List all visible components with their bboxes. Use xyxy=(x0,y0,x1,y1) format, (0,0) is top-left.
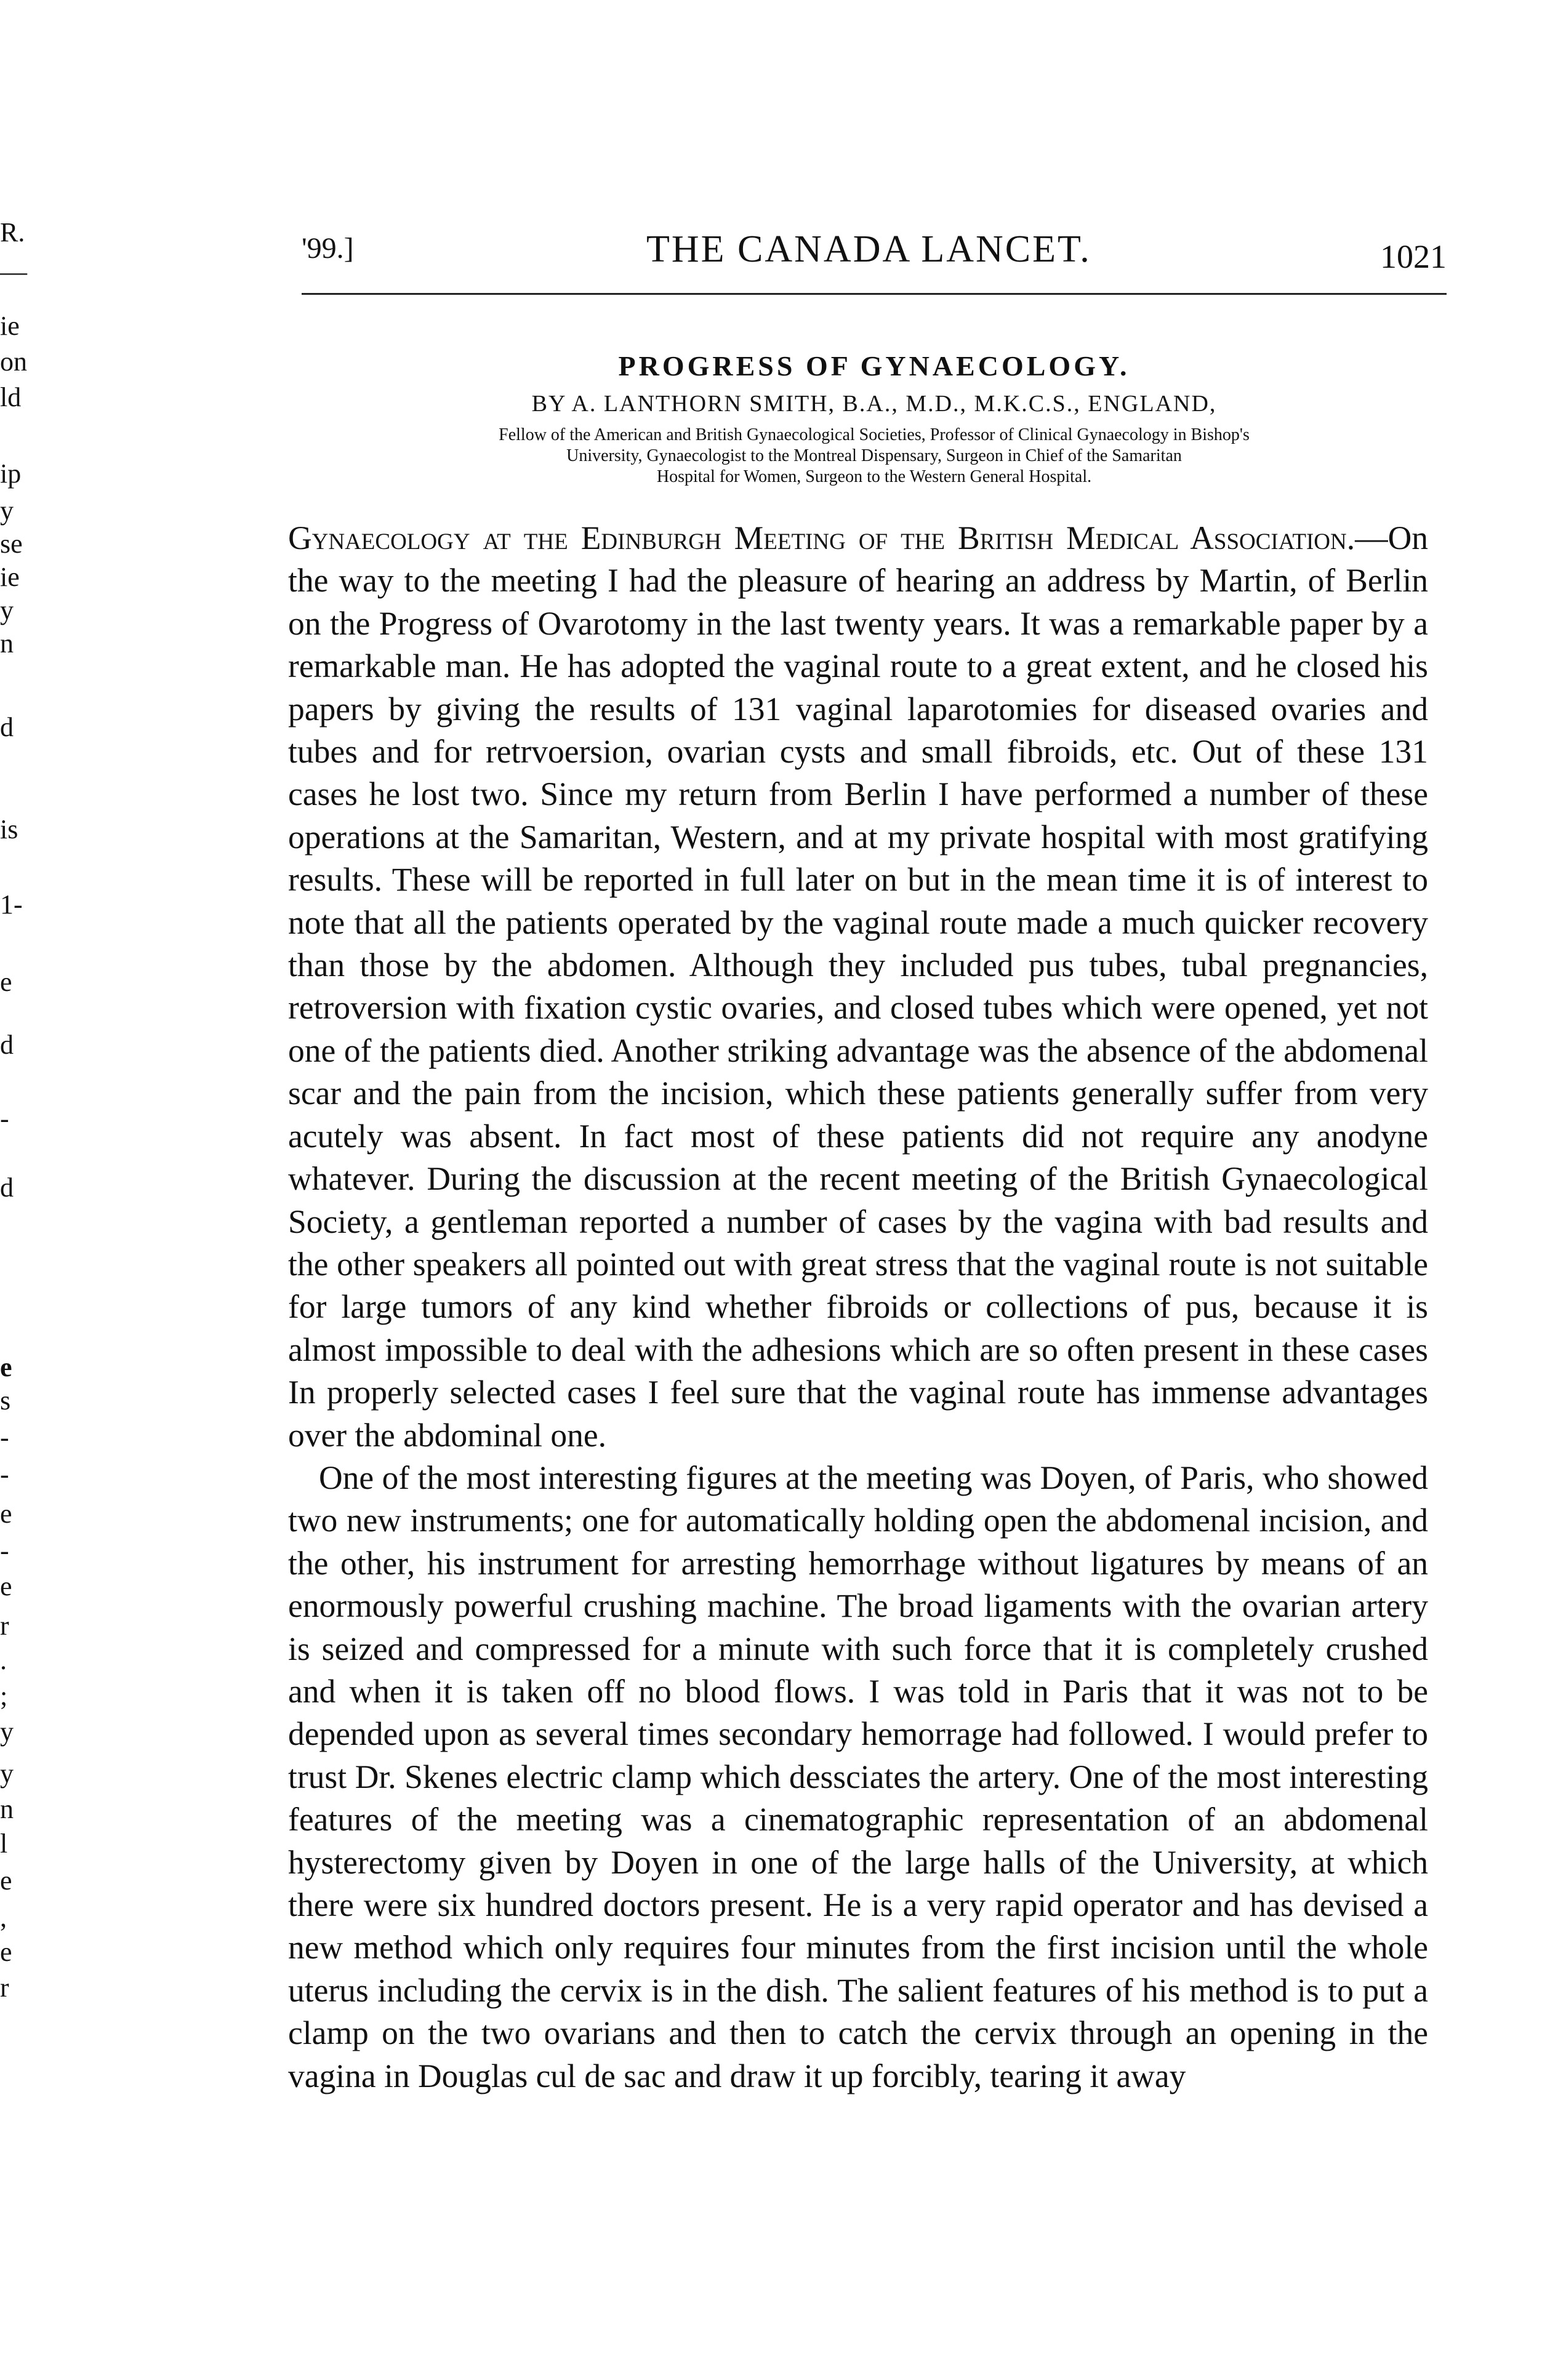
header-rule xyxy=(302,293,1447,295)
gutter-fragment: y xyxy=(0,1717,14,1747)
gutter-fragment: - xyxy=(0,1104,9,1134)
gutter-fragment: - xyxy=(0,1422,9,1452)
adjacent-page-gutter xyxy=(0,0,68,2380)
gutter-fragment: , xyxy=(0,1902,7,1933)
body-paragraph: One of the most interesting figures at the meeting was Doyen, of Paris, who showed two new instruments; one for automatically holding open the abdomenal incision, and the other, his instrument for arresting hemorrhage without ligatures by means of an enormously powerful crushing machine. The broad ligaments with the ovarian artery is seized and compressed for a minute with such force that it is completely crushed and when it is taken off no blood flows. I was told in Paris that it was not to be depended upon as several times secondary hemorrage had followed. I would prefer to trust Dr. Skenes electric clamp which dessciates the artery. One of the most interesting features of the meeting was a cinematographic representation of an abdomenal hysterectomy given by Doyen in one of the large halls of the University, at which there were six hundred doctors present. He is a very rapid operator and has devised a new method which only requires four minutes from the first incision until the whole uterus including the cervix is in the dish. The salient features of his method is to put a clamp on the two ovarians and then to catch the cervix through an opening in the vagina in Douglas cul de sac and draw it up forcibly, tearing it away xyxy=(288,1459,1428,2094)
gutter-fragment: n xyxy=(0,1794,14,1824)
gutter-fragment: n xyxy=(0,628,14,659)
page-number: 1021 xyxy=(1380,238,1447,275)
gutter-fragment: - xyxy=(0,1459,9,1489)
gutter-fragment: l xyxy=(0,1829,8,1859)
gutter-fragment: d xyxy=(0,712,14,742)
body-paragraph xyxy=(288,517,1428,1457)
gutter-fragment: d xyxy=(0,1172,14,1203)
gutter-fragment: y xyxy=(0,1758,14,1789)
gutter-fragment: ie xyxy=(0,562,20,592)
gutter-fragment: r xyxy=(0,1611,9,1641)
gutter-fragment: ld xyxy=(0,382,22,412)
gutter-fragment: R. xyxy=(0,217,25,247)
gutter-fragment: ie xyxy=(0,311,20,341)
gutter-fragment: s xyxy=(0,1385,11,1416)
gutter-fragment: ; xyxy=(0,1681,8,1711)
gutter-fragment: d xyxy=(0,1030,14,1060)
credentials-line: Fellow of the American and British Gynaecological Societies, Professor of Clinical Gynaecology in Bishop's xyxy=(499,425,1250,444)
gutter-fragment: e xyxy=(0,1352,12,1382)
author-credentials xyxy=(302,425,1447,487)
article-body xyxy=(288,517,1428,2105)
gutter-fragment: e xyxy=(0,1499,12,1529)
gutter-fragment: - xyxy=(0,1536,9,1566)
credentials-line: University, Gynaecologist to the Montreal Dispensary, Surgeon in Chief of the Samaritan xyxy=(566,446,1182,465)
gutter-fragment: — xyxy=(0,257,27,287)
gutter-fragment: 1- xyxy=(0,889,23,920)
issue-date: '99.] xyxy=(302,232,354,265)
gutter-fragment: y xyxy=(0,495,14,526)
journal-title: THE CANADA LANCET. xyxy=(646,228,1091,270)
gutter-fragment: e xyxy=(0,1571,12,1601)
paragraph-text: —On the way to the meeting I had the pleasure of hearing an address by Martin, of Berlin on the Progress of Ovarotomy in the last twenty years. It was a remarkable paper by a remarkable man. He has adopted the vaginal route to a great extent, and he closed his papers by giving the results of 131 vaginal laparotomies for diseased ovaries and tubes and for retrvoersion, ovarian cysts and small fibroids, etc. Out of these 131 cases he lost two. Since my return from Berlin I have performed a number of these operations at the Samaritan, Western, and at my private hospital with most gratifying results. These will be reported in full later on but in the mean time it is of interest to note that all the patients operated by the vaginal route made a much quicker recovery than those by the abdomen. Although they included pus tubes, tubal pregnancies, retroversion with fixation cystic ovaries, and closed tubes which were opened, yet not one of the patients died. Another striking advantage was the absence of the abdomenal scar and the pain from the incision, which these patients generally suffer from very acutely was absent. In fact most of these patients did not require any anodyne whatever. During the discussion at the recent meeting of the British Gynaecological Society, a gentleman reported a number of cases by the vagina with bad results and the other speakers all pointed out with great stress that the vaginal route is not suitable for large tumors of any kind whether fibroids or collections of pus, because it is almost impossible to deal with the adhesions which are so often present in these cases In properly selected cases I feel sure that the vaginal route has immense advantages over the abdominal one. xyxy=(288,519,1428,1454)
author-byline: BY A. LANTHORN SMITH, B.A., M.D., M.K.C.S., ENGLAND, xyxy=(531,391,1217,417)
gutter-fragment: is xyxy=(0,814,18,844)
gutter-fragment: e xyxy=(0,967,12,997)
credentials-line: Hospital for Women, Surgeon to the Western General Hospital. xyxy=(656,467,1092,486)
gutter-fragment: y xyxy=(0,595,14,625)
gutter-fragment: se xyxy=(0,529,23,559)
article-title: PROGRESS OF GYNAECOLOGY. xyxy=(618,350,1130,382)
running-head xyxy=(302,228,1447,283)
gutter-fragment: . xyxy=(0,1645,7,1675)
gutter-fragment: r xyxy=(0,1973,9,2003)
gutter-fragment: e xyxy=(0,1937,12,1967)
section-heading: Gynaecology at the Edinburgh Meeting of the British Medical Association. xyxy=(288,519,1355,556)
gutter-fragment: on xyxy=(0,347,27,377)
gutter-fragment: e xyxy=(0,1865,12,1896)
gutter-fragment: ip xyxy=(0,459,22,489)
